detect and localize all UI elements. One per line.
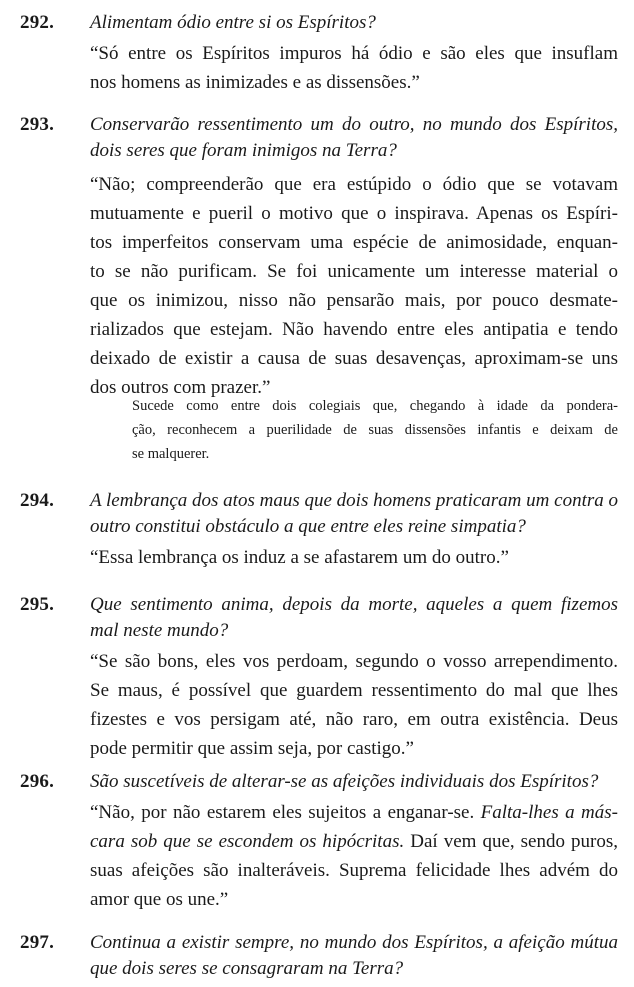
answer-line: pode permitir que assim seja, por castigo.” — [90, 738, 414, 759]
answer-line: “Essa lembrança os induz a se afastarem um do outro.” — [90, 547, 509, 568]
answer-line: tos imperfeitos conservam uma espécie de animosidade, enquan- — [90, 232, 618, 253]
answer-line: “Só entre os Espíritos impuros há ódio e são eles que insuflam — [90, 43, 618, 64]
question-line: Conservarão ressentimento um do outro, no mundo dos Espíritos, — [90, 114, 618, 135]
answer-line: fizestes e vos persigam até, não raro, em outra existência. Deus — [90, 709, 618, 730]
answer-text — [90, 798, 618, 914]
answer-line: deixado de existir a causa de suas desavenças, aproximam-se uns — [90, 348, 618, 369]
answer-line: mutuamente e pueril o motivo que o inspirava. Apenas os Espíri- — [90, 203, 618, 224]
answer-segment-italic: Falta-lhes a más- — [480, 802, 618, 823]
question-line: A lembrança dos atos maus que dois homens praticaram um contra o — [90, 490, 618, 511]
answer-segment-italic: cara sob que se escondem os hipócritas. — [90, 831, 405, 852]
answer-line: Se maus, é possível que guardem ressentimento do mal que lhes — [90, 680, 618, 701]
question-number: 295. — [20, 594, 55, 615]
note-line: Sucede como entre dois colegiais que, chegando à idade da pondera- — [132, 398, 618, 414]
question-line: Que sentimento anima, depois da morte, aqueles a quem fizemos — [90, 594, 618, 615]
answer-text — [90, 647, 618, 763]
question-line: Alimentam ódio entre si os Espíritos? — [90, 12, 376, 33]
question-line: que dois seres se consagraram na Terra? — [90, 958, 404, 979]
answer-line: “Não; compreenderão que era estúpido o ódio que se votavam — [90, 174, 618, 195]
answer-text — [90, 543, 618, 572]
answer-line — [90, 798, 618, 827]
answer-line — [90, 856, 618, 885]
question-number: 296. — [20, 771, 55, 792]
question-line: dois seres que foram inimigos na Terra? — [90, 140, 397, 161]
answer-segment: Daí vem que, sendo puros, — [404, 831, 618, 852]
commentary-note — [132, 394, 618, 466]
answer-line: “Se são bons, eles vos perdoam, segundo o vosso arrependimento. — [90, 651, 618, 672]
question-text — [90, 592, 618, 644]
question-number: 297. — [20, 932, 55, 953]
question-text — [90, 488, 618, 540]
question-text — [90, 930, 618, 982]
note-line: se malquerer. — [132, 446, 210, 462]
question-text — [90, 112, 618, 164]
question-text — [90, 769, 618, 795]
question-line: outro constitui obstáculo a que entre eles reine simpatia? — [90, 516, 526, 537]
answer-line: rializados que estejam. Não havendo entre eles antipatia e tendo — [90, 319, 618, 340]
question-text — [90, 10, 618, 36]
note-line: ção, reconhecem a puerilidade de suas dissensões infantis e deixam de — [132, 422, 618, 438]
answer-segment: “Não, por não estarem eles sujeitos a enganar-se. — [90, 802, 481, 823]
question-line: São suscetíveis de alterar-se as afeições individuais dos Espíritos? — [90, 771, 599, 792]
question-number: 294. — [20, 490, 55, 511]
answer-segment: suas afeições são inalteráveis. Suprema felicidade lhes advém do — [90, 860, 618, 881]
question-line: mal neste mundo? — [90, 620, 229, 641]
answer-line: dos outros com prazer.” — [90, 377, 271, 398]
answer-line — [90, 827, 618, 856]
answer-segment: amor que os une.” — [90, 889, 229, 910]
answer-text — [90, 39, 618, 97]
question-number: 293. — [20, 114, 55, 135]
answer-text — [90, 170, 618, 402]
answer-line — [90, 885, 618, 914]
answer-line: to se não purificam. Se foi unicamente um interesse material o — [90, 261, 618, 282]
answer-line: nos homens as inimizades e as dissensões.” — [90, 72, 420, 93]
question-number: 292. — [20, 12, 55, 33]
answer-line: que os inimizou, nisso não pensarão mais, por pouco desmate- — [90, 290, 618, 311]
question-line: Continua a existir sempre, no mundo dos Espíritos, a afeição mútua — [90, 932, 618, 953]
